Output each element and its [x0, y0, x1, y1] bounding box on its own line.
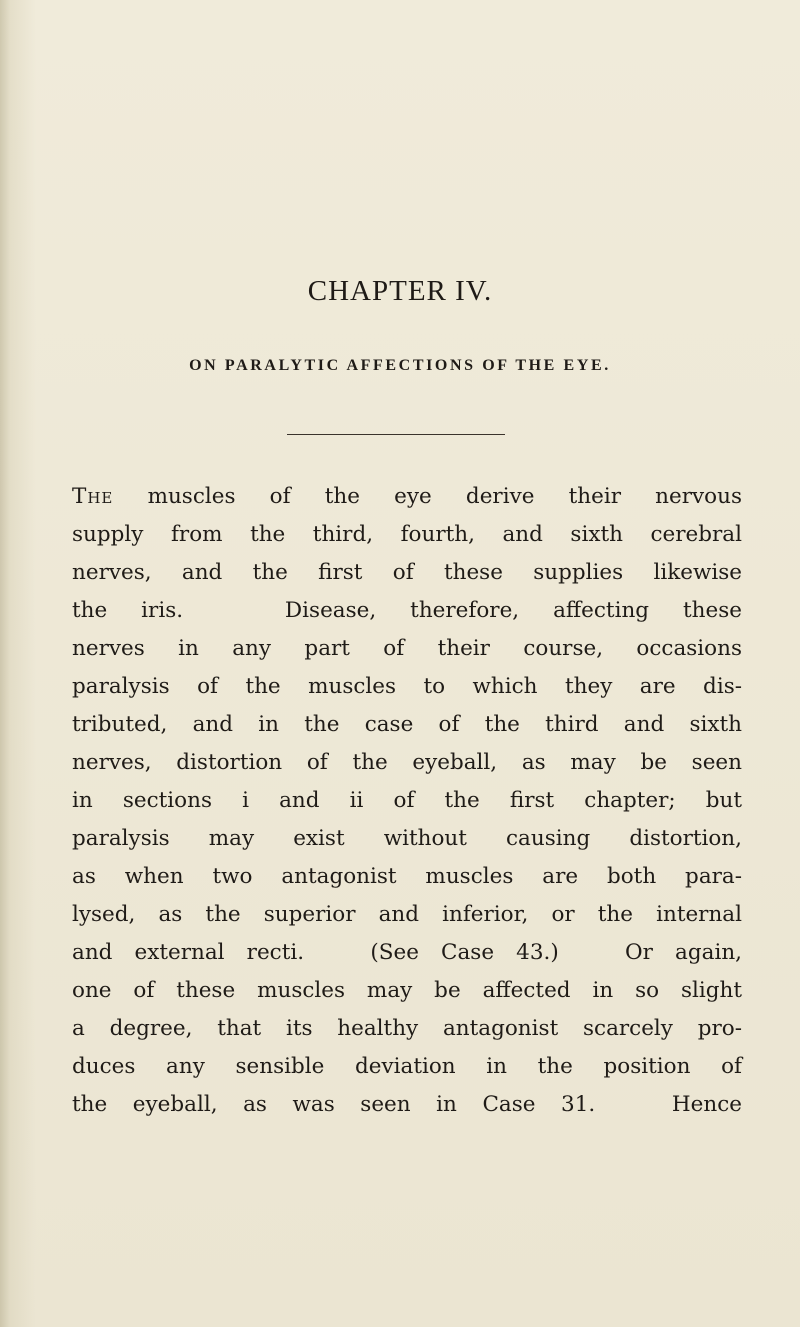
text-line-9: in sections i and ii of the first chapter; but	[72, 788, 742, 813]
text-line-11: as when two antagonist muscles are both para-	[72, 864, 742, 889]
text-line-16: duces any sensible deviation in the position of	[72, 1054, 742, 1079]
text-line-17: the eyeball, as was seen in Case 31. Hence	[72, 1092, 742, 1117]
lead-word: The	[72, 484, 114, 509]
chapter-title: CHAPTER IV.	[307, 275, 493, 307]
text-line-4: the iris. Disease, therefore, affecting these	[72, 598, 742, 623]
text-line-13: and external recti. (See Case 43.) Or again,	[72, 940, 742, 965]
text-line-14: one of these muscles may be affected in so slight	[72, 978, 742, 1003]
text-line-8: nerves, distortion of the eyeball, as may be seen	[72, 750, 742, 775]
text-line-3: nerves, and the first of these supplies likewise	[72, 560, 742, 585]
text-line-15: a degree, that its healthy antagonist scarcely pro-	[72, 1016, 742, 1041]
text-line-2: supply from the third, fourth, and sixth cerebral	[72, 522, 742, 547]
chapter-subtitle: ON PARALYTIC AFFECTIONS OF THE EYE.	[189, 357, 611, 374]
section-divider	[287, 434, 505, 435]
text-line-7: tributed, and in the case of the third and sixth	[72, 712, 742, 737]
text-line-5: nerves in any part of their course, occasions	[72, 636, 742, 661]
text-line-6: paralysis of the muscles to which they are dis-	[72, 674, 742, 699]
text-line-1	[72, 478, 742, 516]
first-line-rest: muscles of the eye derive their nervous	[147, 484, 742, 509]
text-line-10: paralysis may exist without causing distortion,	[72, 826, 742, 851]
body-paragraph	[72, 478, 742, 1124]
text-line-12: lysed, as the superior and inferior, or the internal	[72, 902, 742, 927]
